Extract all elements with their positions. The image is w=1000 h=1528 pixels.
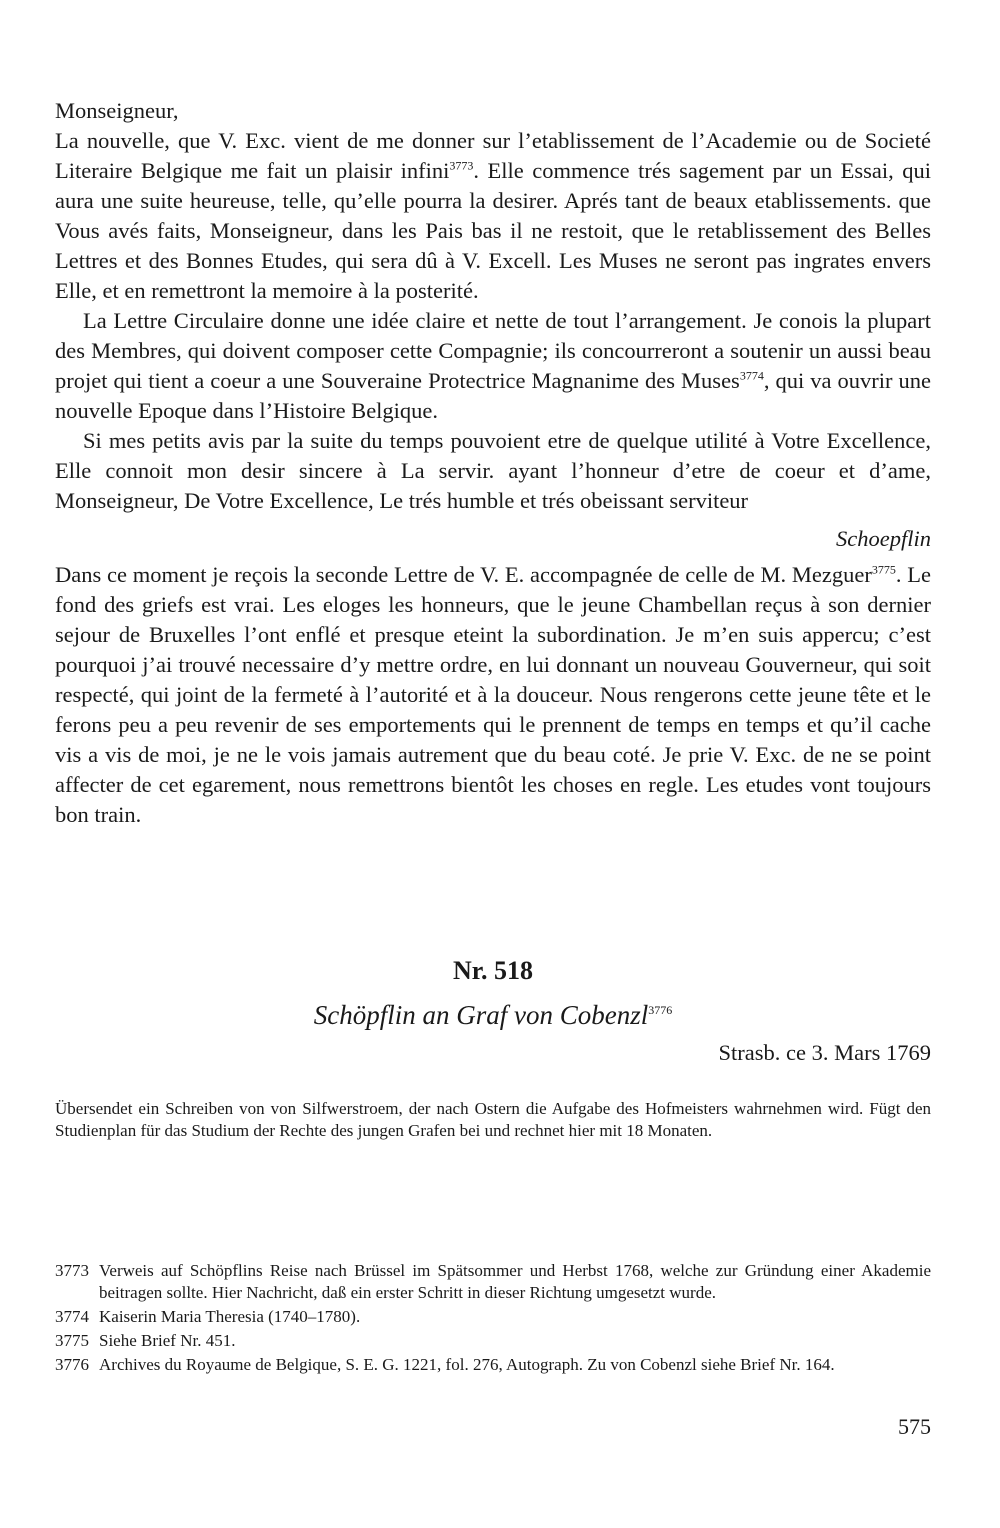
footnote-number: 3774 [55,1307,89,1326]
paragraph-2 [55,306,931,426]
document-summary: Übersendet ein Schreiben von von Silfwerstroem, der nach Ostern die Aufgabe des Hofmeisters wahrnehmen wird. Fügt den Studienplan für das Studium der Rechte des jungen Grafen bei und rechnet hier mit 18 Monaten. [55,1099,931,1140]
footnote-text: Siehe Brief Nr. 451. [99,1331,236,1350]
footnote-text: Verweis auf Schöpflins Reise nach Brüssel im Spätsommer und Herbst 1768, welche zur Gründung einer Akademie beitragen sollte. Hier Nachricht, daß ein erster Schritt in dieser Richtung umgesetzt wurde. [99,1261,931,1302]
footnote-item [55,1306,931,1328]
footnote-item [55,1354,931,1376]
paragraph-3: Si mes petits avis par la suite du temps pouvoient etre de quelque utilité à Votre Excellence, Elle connoit mon desir sincere à La servir. ayant l’honneur d’etre de coeur et d’ame, Monseigneur, De Votre Excellence, Le trés humble et trés obeissant serviteur [55,428,931,513]
letter-body [55,96,931,830]
paragraph-2-text-b: , qui va ouvrir une nouvelle Epoque dans l’Histoire Belgique. [55,368,931,423]
postscript [55,560,931,830]
document-header [55,954,931,1068]
paragraph-1-text-a: La nouvelle, que V. Exc. vient de me donner sur l’etablissement de l’Academie ou de Societé Literaire Belgique me fait un plaisir infini [55,128,931,183]
footnote-number: 3776 [55,1355,89,1374]
footnote-ref-3773[interactable]: 3773 [449,158,474,173]
paragraph-1 [55,126,931,306]
signature: Schoepflin [836,526,931,551]
postscript-text-b: . Le fond des griefs est vrai. Les eloges les honneurs, que le jeune Chambellan reçus à son dernier sejour de Bruxelles l’ont enflé et presque eteint la subordination. Je m’en suis appercu; c’est pourquoi j’ai trouvé necessaire d’y mettre ordre, en lui donnant un nouveau Gouverneur, qui soit respecté, qui joint de la fermeté à l’autorité et à la douceur. Nous rengerons cette jeune tête et le ferons peu a peu revenir de ses emportements qui le prennent de temps en temps et qu’il cache vis a vis de moi, je ne le vois jamais autrement que du beau coté. Je prie V. Exc. de ne se point affecter de cet egarement, nous remettrons bientôt les choses en regle. Les etudes vont toujours bon train. [55,562,932,827]
paragraph-1-text-b: . Elle commence trés sagement par un Essai, qui aura une suite heureuse, telle, qu’elle pourra la desirer. Aprés tant de beaux etablissements. que Vous avés faits, Monseigneur, dans les Pais bas il ne restoit, que le retablissement des Belles Lettres et des Bonnes Etudes, qui sera dû à V. Excell. Les Muses ne seront pas ingrates envers Elle, et en remettront la memoire à la posterité. [55,158,931,303]
footnotes [55,1260,931,1378]
paragraph-2-text-a: La Lettre Circulaire donne une idée claire et nette de tout l’arrangement. Je conois la plupart des Membres, qui doivent composer cette Compagnie; ils concourreront a soutenir un aussi beau projet qui tient a coeur a une Souveraine Protectrice Magnanime des Muses [55,308,931,393]
footnote-number: 3775 [55,1331,89,1350]
salutation: Monseigneur, [55,98,179,123]
document-title [55,998,931,1032]
footnote-text: Archives du Royaume de Belgique, S. E. G. 1221, fol. 276, Autograph. Zu von Cobenzl siehe Brief Nr. 164. [99,1355,835,1374]
document-number: Nr. 518 [453,956,533,985]
document-date: Strasb. ce 3. Mars 1769 [718,1040,931,1065]
footnote-ref-3774[interactable]: 3774 [739,368,764,383]
page-number: 575 [898,1414,931,1439]
footnote-item [55,1260,931,1304]
footnote-number: 3773 [55,1261,89,1280]
footnote-text: Kaiserin Maria Theresia (1740–1780). [99,1307,361,1326]
footnote-item [55,1330,931,1352]
document-title-text: Schöpflin an Graf von Cobenzl [313,1000,649,1030]
footnote-ref-3775[interactable]: 3775 [871,562,896,577]
footnote-ref-3776[interactable]: 3776 [648,1003,673,1017]
postscript-text-a: Dans ce moment je reçois la seconde Lettre de V. E. accompagnée de celle de M. Mezguer [55,562,872,587]
